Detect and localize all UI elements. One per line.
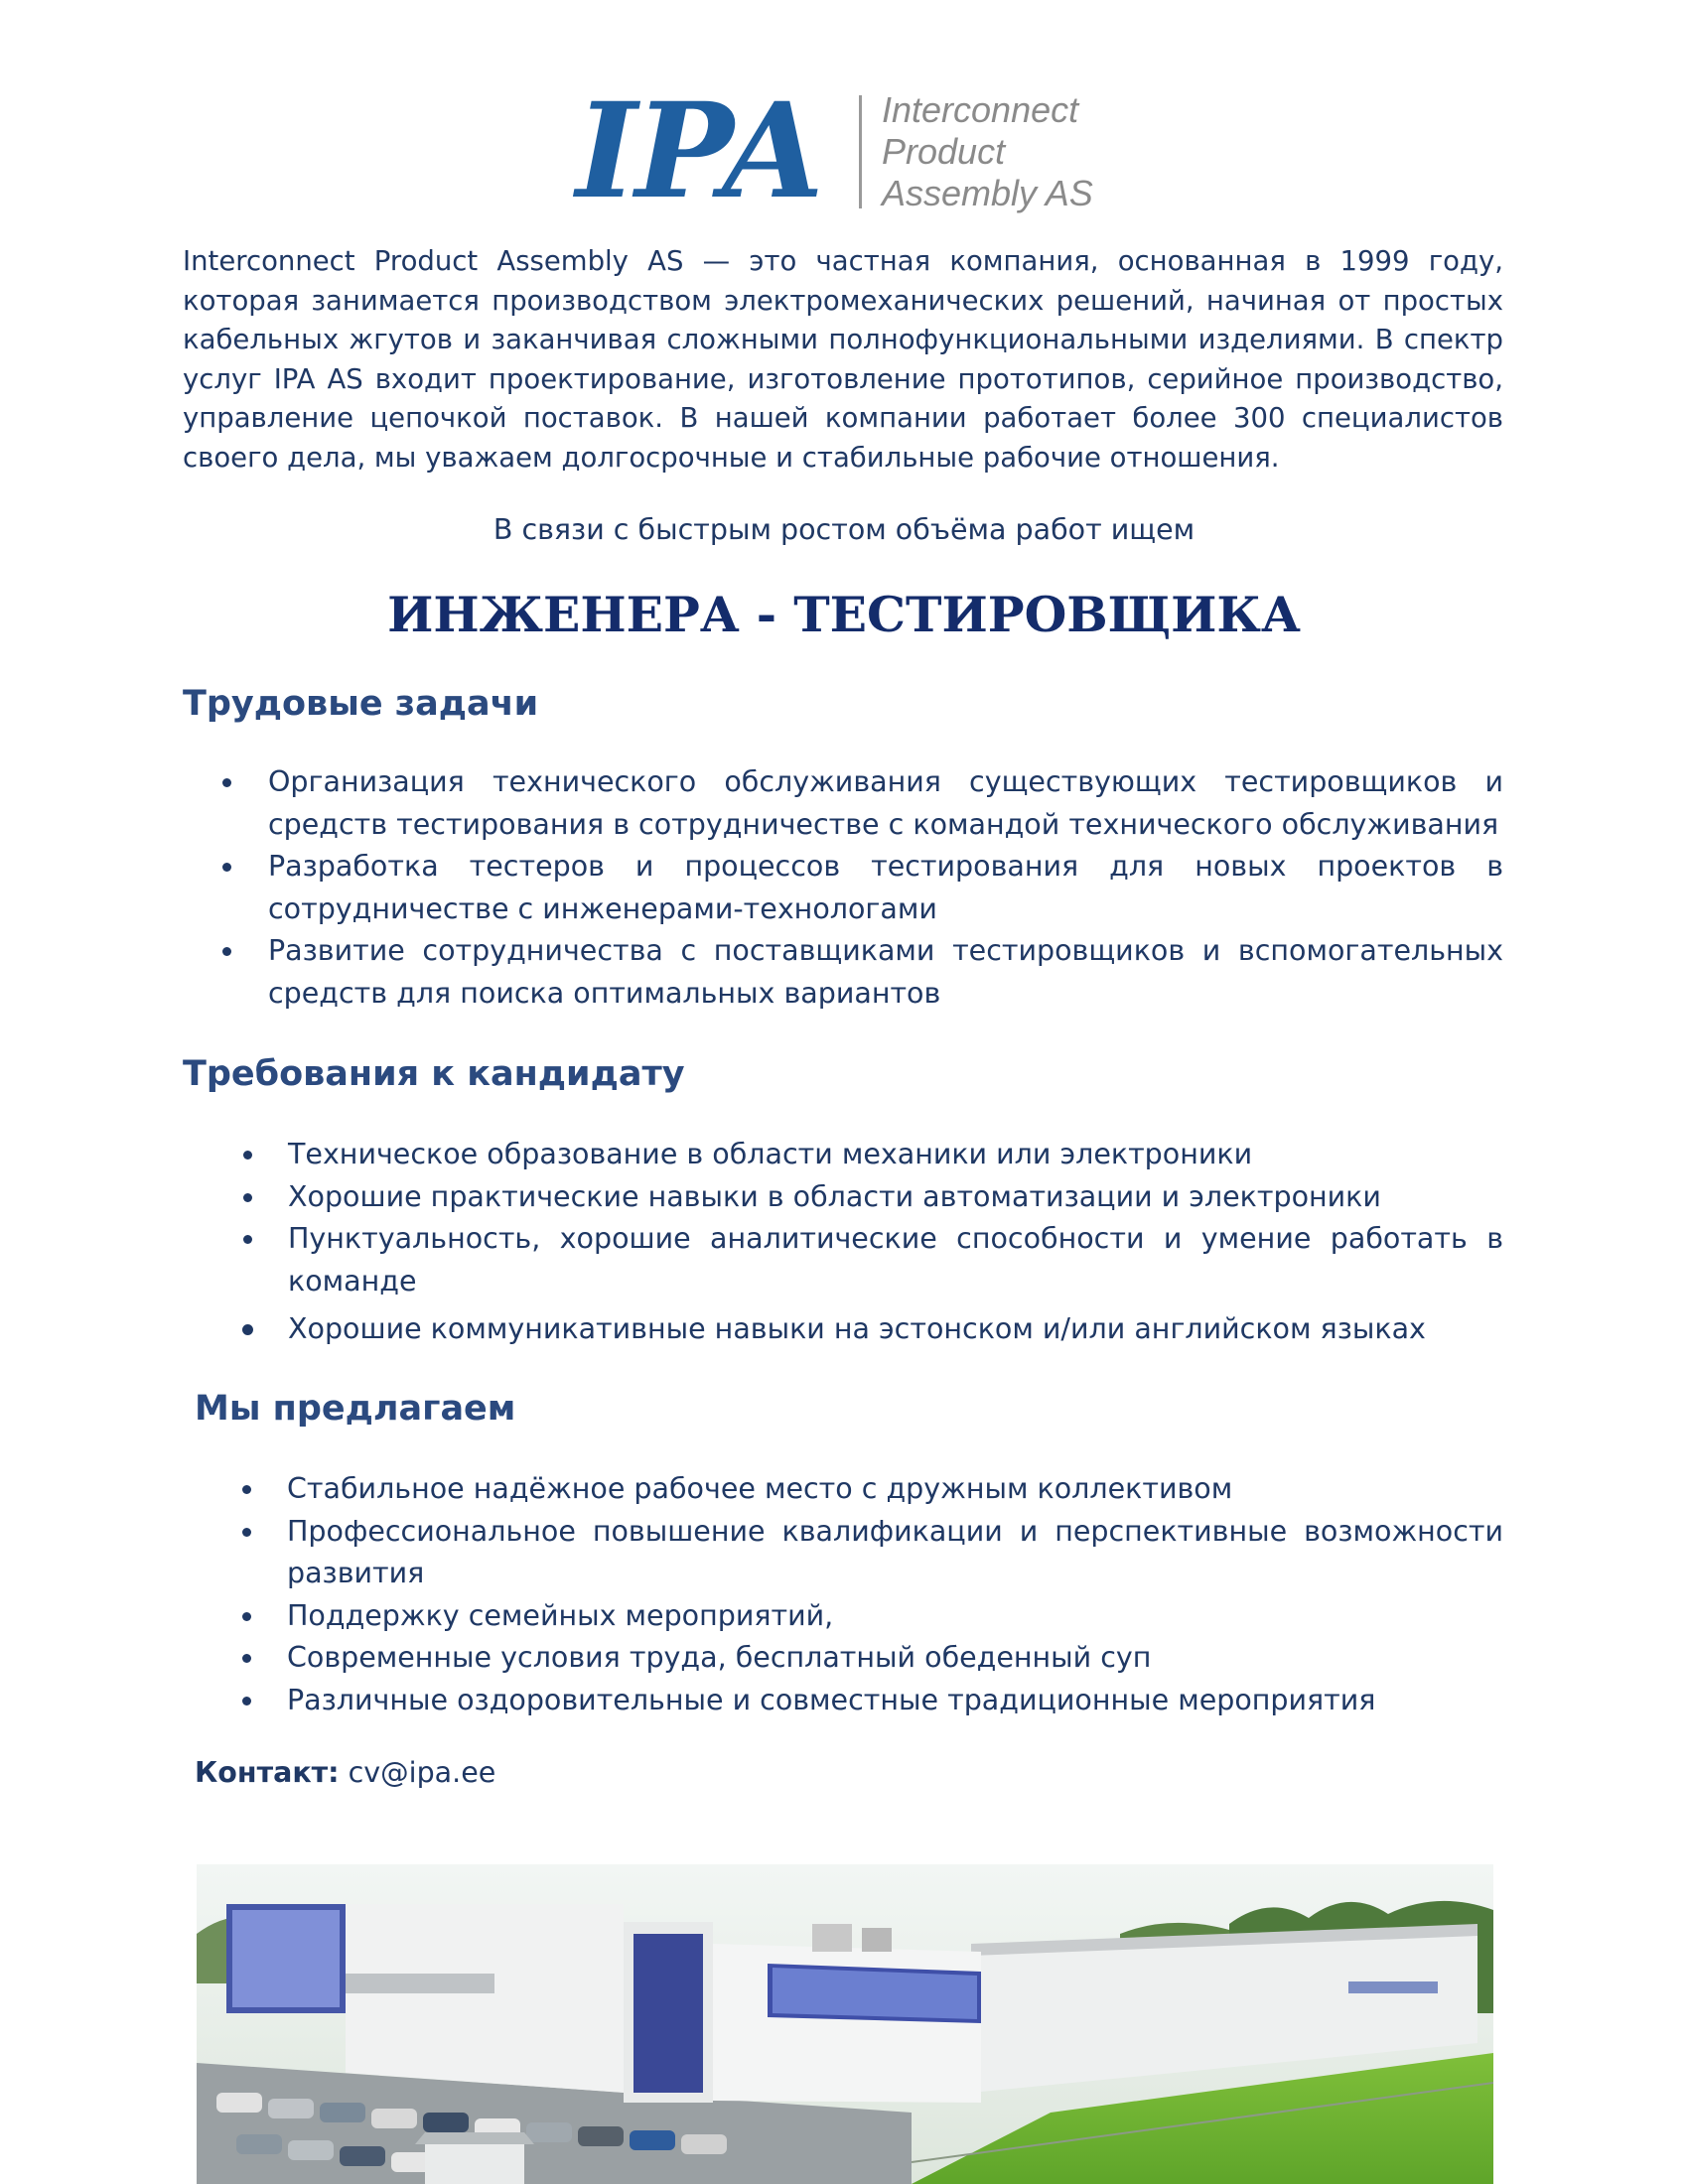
bullet-icon [222,863,231,872]
list-item-text: Разработка тестеров и процессов тестирования для новых проектов в сотрудничестве с инженерами-технологами [268,850,1503,925]
list-item-text: Организация технического обслуживания существующих тестировщиков и средств тестирования в сотрудничестве с командой технического обслуживания [268,765,1503,841]
lead-text: В связи с быстрым ростом объёма работ ищем [492,513,1196,546]
list-item-text: Стабильное надёжное рабочее место с дружным коллективом [287,1472,1233,1505]
offer-heading: Мы предлагаем [195,1389,516,1429]
bullet-icon [242,1528,251,1537]
company-logo [576,74,1132,228]
bullet-icon [242,1612,251,1621]
list-item-text: Развитие сотрудничества с поставщиками тестировщиков и вспомогательных средств для поиска оптимальных вариантов [268,934,1503,1010]
list-item-text: Профессиональное повышение квалификации и перспективные возможности развития [287,1514,1503,1589]
tasks-heading: Трудовые задачи [183,684,539,724]
building-photo [197,1864,1493,2184]
company-intro: Interconnect Product Assembly AS — это частная компания, основанная в 1999 году, которая занимается производством электромеханических решений, начиная от простых кабельных жгутов и заканчивая сложными полнофункциональными изделиями. В спектр услуг IPA AS входит проектирование, изготовление прототипов, серийное производство, управление цепочкой поставок. В нашей компании работает более 300 специалистов своего дела, мы уважаем долгосрочные и стабильные рабочие отношения. [183,245,1503,474]
bullet-icon [243,1235,252,1244]
building-illustration [197,1864,1493,2184]
logo-company-name [882,89,1093,214]
bullet-icon [222,778,231,787]
list-item [287,1595,1503,1638]
tasks-list [268,761,1503,1015]
bullet-icon [242,1324,253,1335]
bullet-icon [243,1151,252,1160]
list-item-text: Пунктуальность, хорошие аналитические способности и умение работать в команде [288,1222,1503,1297]
list-item [268,761,1503,846]
list-item [287,1637,1503,1680]
list-item [287,1680,1503,1722]
logo-divider [859,95,862,208]
list-item-text: Современные условия труда, бесплатный обеденный суп [287,1641,1152,1674]
list-item [268,930,1503,1015]
logo-line: Interconnect [882,89,1079,130]
list-item [288,1176,1503,1219]
offer-list [287,1468,1503,1721]
list-item [288,1134,1503,1176]
list-item-text: Техническое образование в области механики или электроники [288,1138,1253,1170]
bullet-icon [242,1697,251,1706]
list-item [268,846,1503,930]
bullet-icon [222,947,231,956]
requirements-heading: Требования к кандидату [183,1054,685,1094]
bullet-icon [242,1485,251,1494]
job-title: ИНЖЕНЕРА - ТЕСТИРОВЩИКА [387,586,1301,643]
contact-line [195,1753,495,1793]
contact-email[interactable]: cv@ipa.ee [348,1756,496,1789]
list-item [288,1218,1503,1302]
list-item [288,1308,1503,1351]
list-item-text: Хорошие коммуникативные навыки на эстонском и/или английском языках [288,1312,1426,1345]
contact-label: Контакт: [195,1756,340,1789]
requirements-list [288,1134,1503,1351]
list-item-text: Различные оздоровительные и совместные традиционные мероприятия [287,1683,1376,1716]
logo-mark: IPA [576,74,822,228]
list-item-text: Поддержку семейных мероприятий, [287,1598,834,1632]
list-item [287,1468,1503,1511]
bullet-icon [242,1654,251,1663]
list-item [287,1511,1503,1595]
logo-line: Assembly AS [882,173,1093,213]
bullet-icon [243,1193,252,1202]
list-item-text: Хорошие практические навыки в области автоматизации и электроники [288,1179,1381,1213]
logo-line: Product [882,131,1006,172]
